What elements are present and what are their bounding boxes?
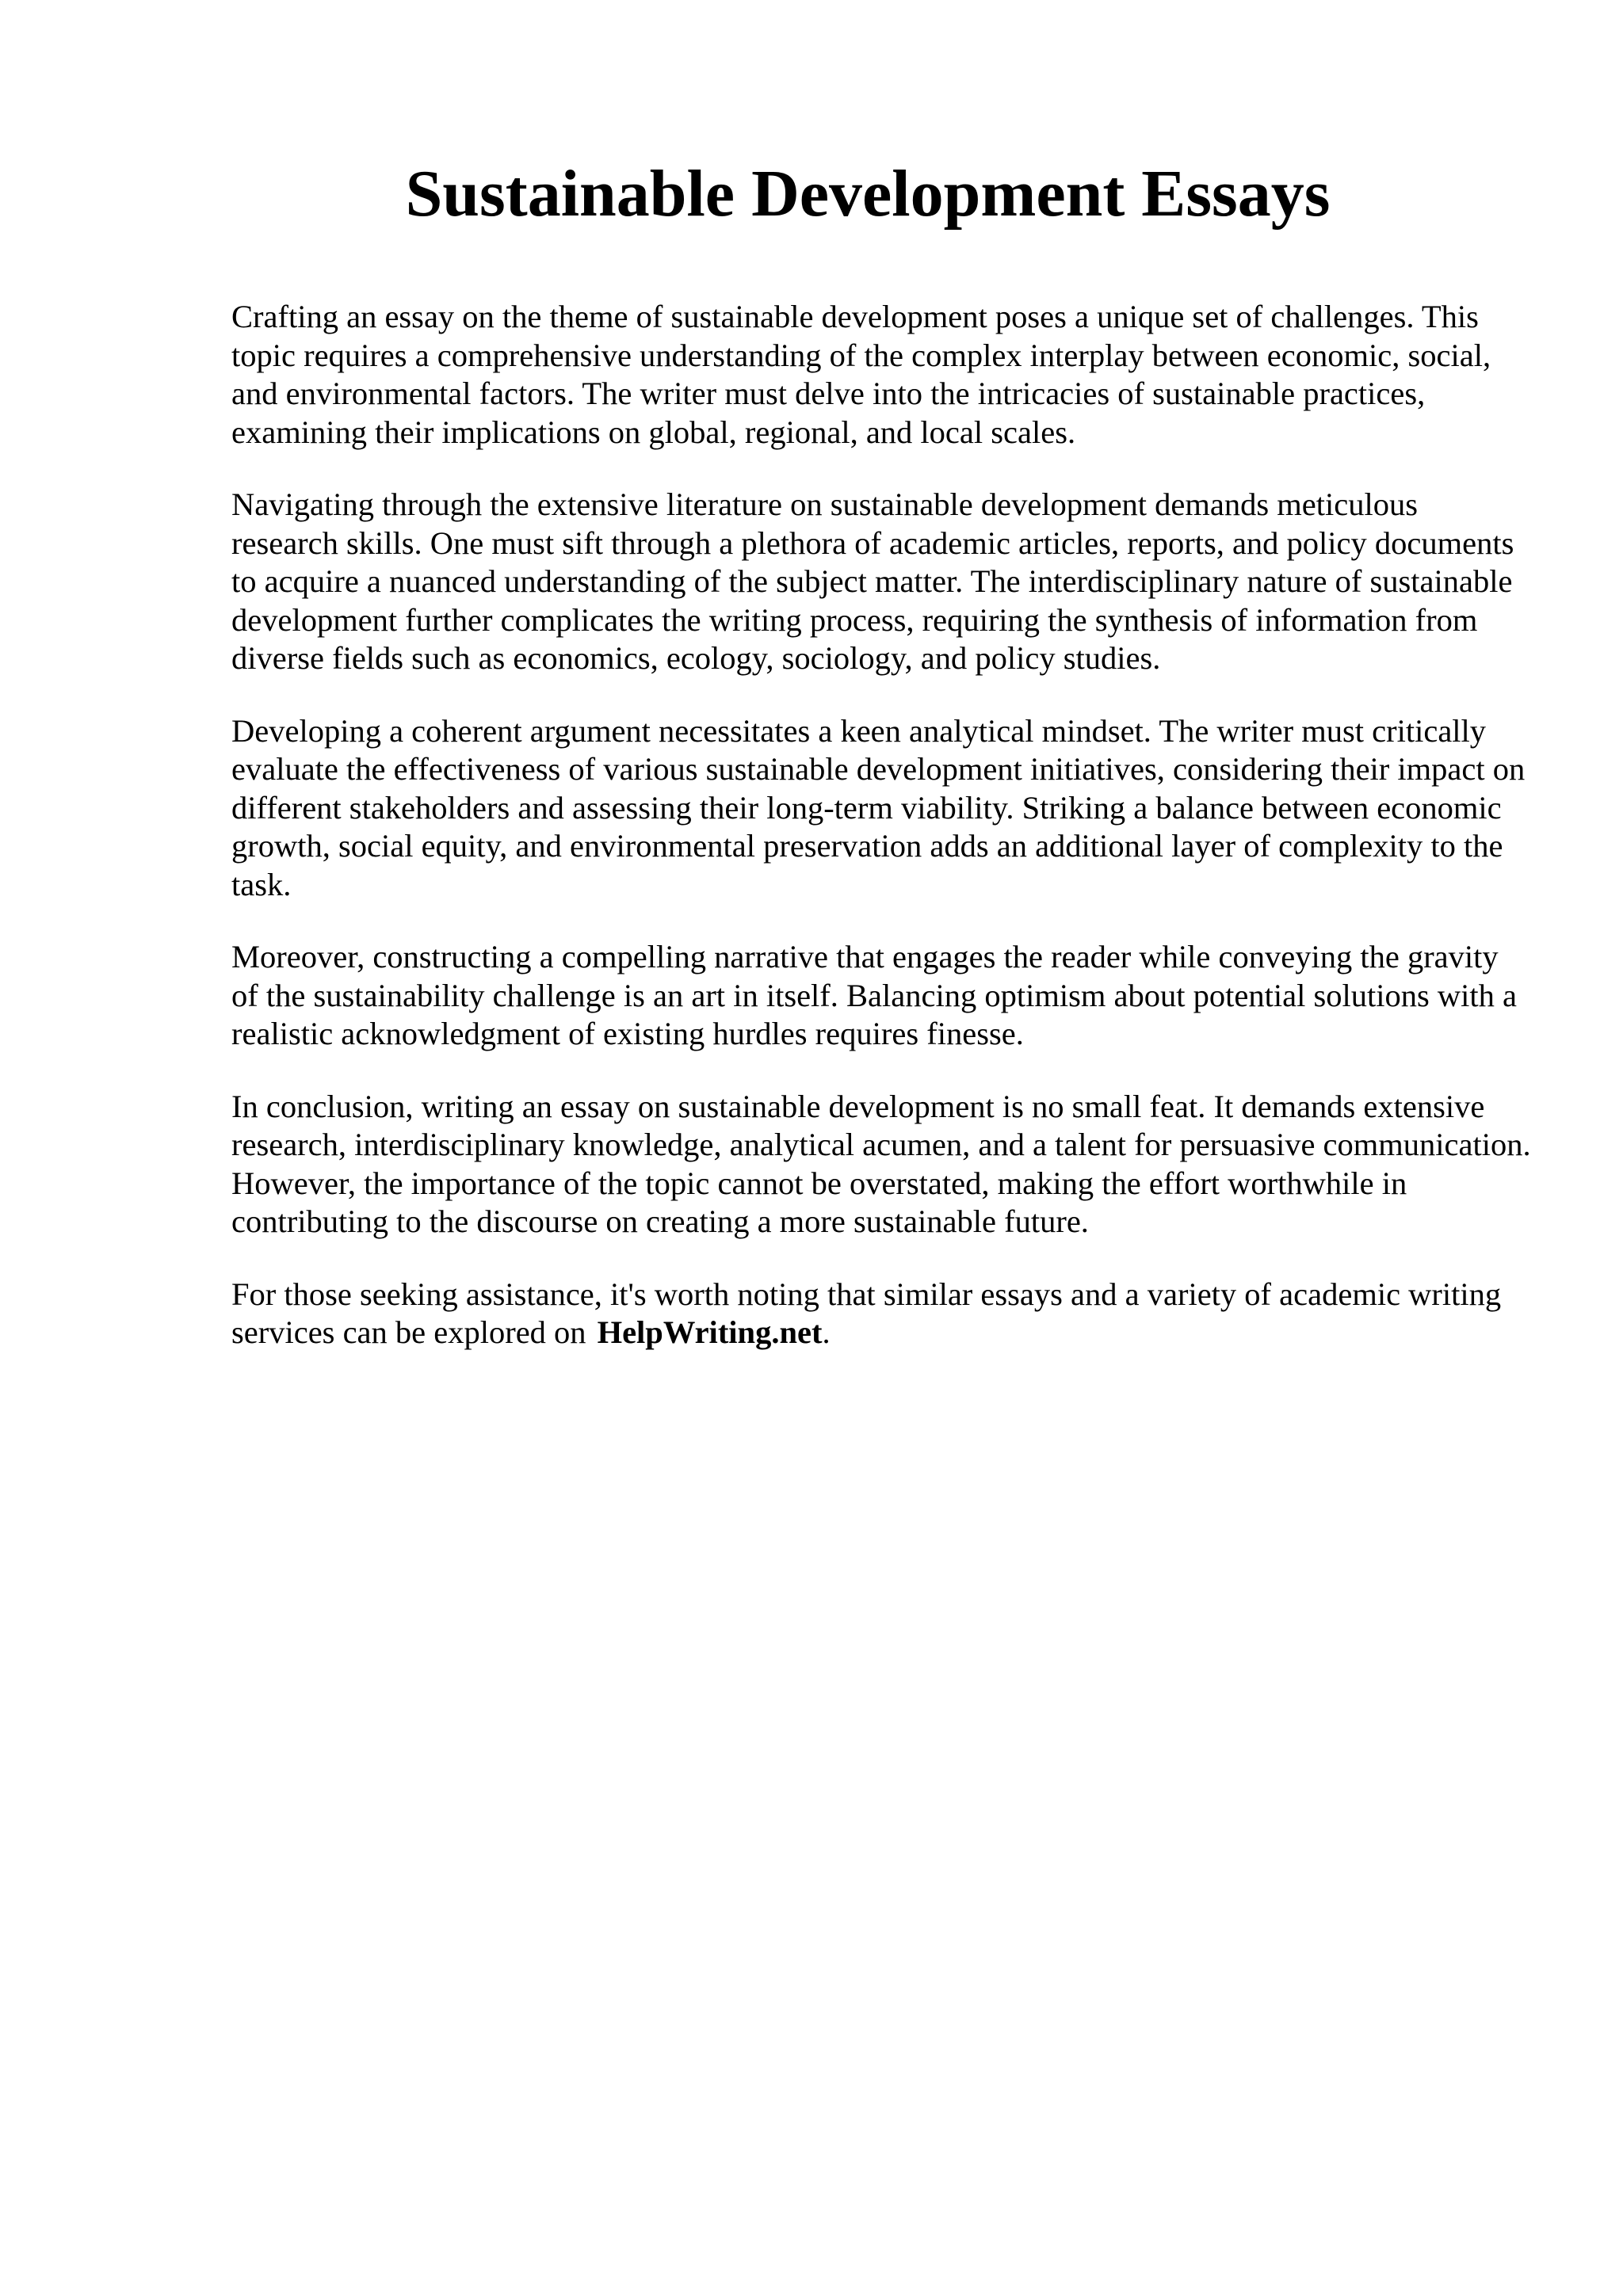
closing-period: . xyxy=(822,1314,831,1350)
helpwriting-link[interactable]: HelpWriting.net xyxy=(597,1314,823,1350)
paragraph-4: Moreover, constructing a compelling narrative that engages the reader while conveying the gravity of the sustainability challenge is an art in itself. Balancing optimism about potential solutions with a realistic acknowledgment of existing hurdles requires finesse. xyxy=(231,939,1517,1051)
essay-body xyxy=(231,298,1531,1386)
paragraph-1: Crafting an essay on the theme of sustainable development poses a unique set of challenges. This topic requires a comprehensive understanding of the complex interplay between economic, social, and environmental factors. The writer must delve into the intricacies of sustainable practices, examining their implications on global, regional, and local scales. xyxy=(231,299,1491,450)
paragraph-5: In conclusion, writing an essay on sustainable development is no small feat. It demands extensive research, interdisciplinary knowledge, analytical acumen, and a talent for persuasive communication. However, the importance of the topic cannot be overstated, making the effort worthwhile in contributing to the discourse on creating a more sustainable future. xyxy=(231,1088,1531,1239)
paragraph-3: Developing a coherent argument necessitates a keen analytical mindset. The writer must critically evaluate the effectiveness of various sustainable development initiatives, considering their impact on different stakeholders and assessing their long-term viability. Striking a balance between economic growth, social equity, and environmental preservation adds an additional layer of complexity to the task. xyxy=(231,712,1526,902)
page-title: Sustainable Development Essays xyxy=(405,157,1331,231)
closing-text: For those seeking assistance, it's worth noting that similar essays and a variety of academic writing services can be explored on xyxy=(231,1276,1502,1350)
closing-paragraph xyxy=(231,1276,1531,1352)
paragraph-2: Navigating through the extensive literature on sustainable development demands meticulous research skills. One must sift through a plethora of academic articles, reports, and policy documents to acquire a nuanced understanding of the subject matter. The interdisciplinary nature of sustainable development further complicates the writing process, requiring the synthesis of information from diverse fields such as economics, ecology, sociology, and policy studies. xyxy=(231,486,1514,676)
